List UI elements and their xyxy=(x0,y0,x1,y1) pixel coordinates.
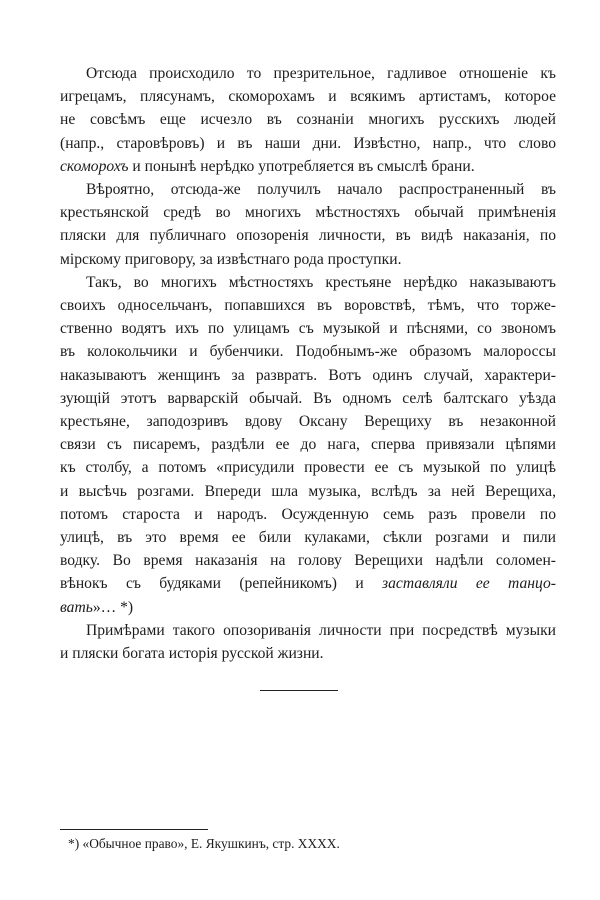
text-line: и высѣчь розгами. Впереди шла музыка, вслѣдъ за ней Верещиха, xyxy=(60,482,556,500)
text-line xyxy=(60,155,556,178)
text-line: и пляски богата исторія русской жизни. xyxy=(60,645,324,663)
paragraph-4 xyxy=(60,619,556,665)
text-line: связи съ писаремъ, раздѣли ее до нага, сперва привязали цѣпями xyxy=(60,436,556,454)
text-line: крестьяне, заподозривъ вдову Оксану Верещиху въ незаконной xyxy=(60,413,556,431)
text-line: наказываютъ женщинъ за развратъ. Вотъ одинъ случай, характери- xyxy=(60,366,556,384)
text-line: потомъ староста и народъ. Осужденную семь разъ провели по xyxy=(60,505,556,523)
text-line: своихъ односельчанъ, попавшихся въ воровствѣ, тѣмъ, что торже- xyxy=(60,297,556,315)
italic-word: вать xyxy=(60,598,93,616)
text-line: мірскому приговору, за извѣстнаго рода проступки. xyxy=(60,250,402,268)
main-text xyxy=(60,62,556,665)
text-line: не совсѣмъ еще исчезло въ сознаніи многихъ русскихъ людей xyxy=(60,111,556,129)
text-line: Примѣрами такого опозориванія личности при посредствѣ музыки xyxy=(86,621,556,639)
text-line: къ столбу, а потомъ «присудили провести ее съ музыкой по улицѣ xyxy=(60,459,556,477)
text-line: игрецамъ, плясунамъ, скоморохамъ и всякимъ артистамъ, которое xyxy=(60,88,556,106)
text-fragment: »… *) xyxy=(92,598,134,616)
text-line: водку. Во время наказанія на голову Верещихи надѣли соломен- xyxy=(60,552,556,570)
text-line: въ колокольчики и бубенчики. Подобнымъ-же образомъ малороссы xyxy=(60,343,556,361)
text-fragment: вѣнокъ съ будяками (репейникомъ) и xyxy=(60,575,383,593)
text-line: ственно водятъ ихъ по улицамъ съ музыкой и пѣснями, со звономъ xyxy=(60,320,556,338)
paragraph-1 xyxy=(60,62,556,178)
text-line: Отсюда происходило то презрительное, гадливое отношеніе къ xyxy=(86,65,556,82)
text-line: улицѣ, въ это время ее били кулаками, сѣкли розгами и пили xyxy=(60,529,556,547)
footnote xyxy=(60,835,556,853)
text-line xyxy=(60,596,556,619)
paragraph-3 xyxy=(60,271,556,619)
text-line: Такъ, во многихъ мѣстностяхъ крестьяне нерѣдко наказываютъ xyxy=(86,273,556,291)
section-divider xyxy=(260,690,338,691)
text-fragment: и понынѣ нерѣдко употребляется въ смыслѣ брани. xyxy=(128,157,475,175)
text-line: (напр., старовѣровъ) и въ наши дни. Извѣстно, напр., что слово xyxy=(60,134,556,152)
footnote-divider xyxy=(60,829,208,830)
italic-phrase: заставляли ее танцо- xyxy=(382,575,556,593)
footnote-text: *) «Обычное право», Е. Якушкинъ, стр. XXXX. xyxy=(68,836,340,851)
text-line: Вѣроятно, отсюда-же получилъ начало распространенный въ xyxy=(86,181,556,199)
paragraph-2 xyxy=(60,178,556,271)
text-line: крестьянской средѣ во многихъ мѣстностяхъ обычай примѣненія xyxy=(60,204,556,222)
text-line: зующій этотъ варварскій обычай. Въ одномъ селѣ балтскаго уѣзда xyxy=(60,389,556,407)
text-line xyxy=(60,572,556,595)
italic-word: скоморохъ xyxy=(60,157,129,175)
text-line: пляски для публичнаго опозоренія личности, въ видѣ наказанія, по xyxy=(60,227,556,245)
